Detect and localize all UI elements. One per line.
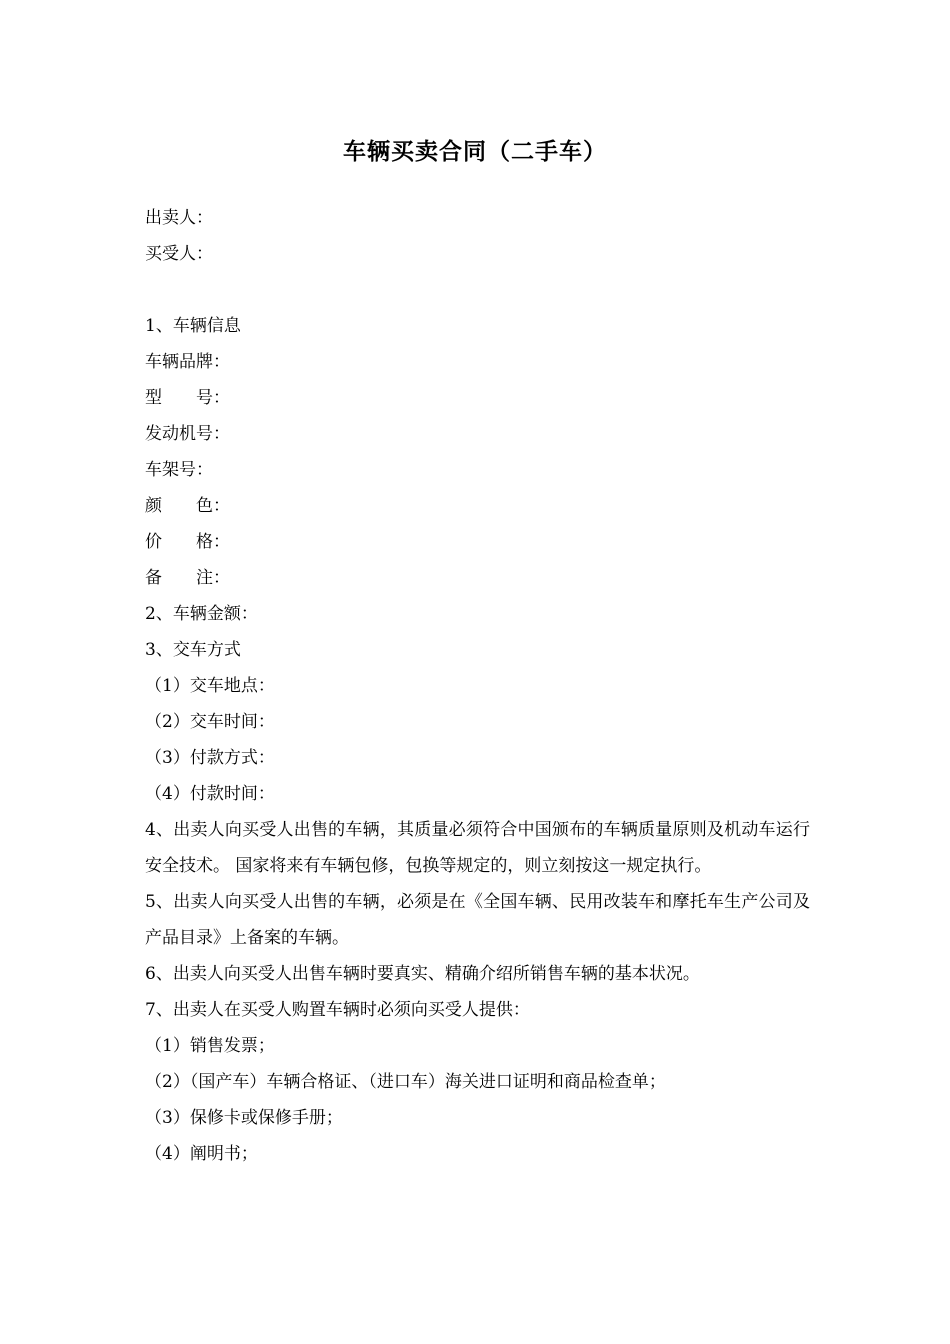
list-item-sales-invoice: （1）销售发票；	[145, 1036, 275, 1056]
field-payment-method: （3）付款方式：	[145, 748, 275, 768]
field-frame-number: 车架号：	[145, 460, 213, 480]
clause-4: 4、出卖人向买受人出售的车辆，其质量必须符合中国颁布的车辆质量原则及机动车运行安全技术。 国家将来有车辆包修，包换等规定的，则立刻按这一规定执行。	[145, 820, 810, 876]
clause-7: 7、出卖人在买受人购置车辆时必须向买受人提供：	[145, 1000, 530, 1020]
seller-line: 出卖人：	[145, 208, 213, 228]
field-color: 颜 色：	[145, 496, 230, 516]
section-vehicle-info: 1、车辆信息	[145, 316, 241, 336]
list-item-certificates: （2）（国产车）车辆合格证、（进口车）海关进口证明和商品检查单；	[145, 1072, 666, 1092]
list-item-warranty: （3）保修卡或保修手册；	[145, 1108, 343, 1128]
field-payment-time: （4）付款时间：	[145, 784, 275, 804]
buyer-line: 买受人：	[145, 244, 213, 264]
field-engine-number: 发动机号：	[145, 424, 230, 444]
document-body	[145, 200, 810, 1172]
document-title: 车辆买卖合同（二手车）	[343, 139, 607, 165]
clause-6: 6、出卖人向买受人出售车辆时要真实、精确介绍所销售车辆的基本状况。	[145, 964, 700, 984]
field-delivery-location: （1）交车地点：	[145, 676, 275, 696]
section-delivery-method: 3、交车方式	[145, 640, 241, 660]
section-vehicle-amount: 2、车辆金额：	[145, 604, 258, 624]
field-price: 价 格：	[145, 532, 230, 552]
clause-5: 5、出卖人向买受人出售的车辆，必须是在《全国车辆、民用改装车和摩托车生产公司及产品目录》上备案的车辆。	[145, 892, 810, 948]
field-remarks: 备 注：	[145, 568, 230, 588]
field-brand: 车辆品牌：	[145, 352, 230, 372]
field-delivery-time: （2）交车时间：	[145, 712, 275, 732]
blank-line	[145, 272, 810, 308]
field-model: 型 号：	[145, 388, 230, 408]
list-item-manual: （4）阐明书；	[145, 1144, 258, 1164]
